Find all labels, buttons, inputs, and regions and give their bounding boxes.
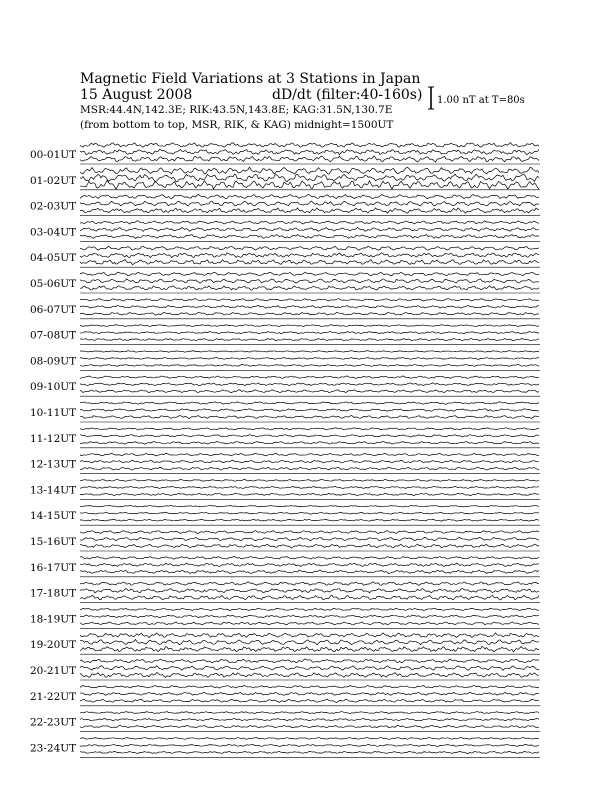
hour-row (30, 167, 540, 190)
hour-row (30, 351, 540, 371)
trace-kag (80, 402, 539, 404)
trace-kag (80, 453, 539, 455)
hour-row (30, 272, 540, 293)
hour-row (30, 142, 540, 164)
row-label: 12-13UT (30, 458, 77, 471)
chart-title: Magnetic Field Variations at 3 Stations in Japan (80, 71, 421, 87)
trace-kag (80, 272, 539, 275)
trace-kag (80, 531, 539, 534)
trace-kag (80, 299, 539, 301)
row-label: 09-10UT (30, 381, 77, 394)
row-label: 11-12UT (30, 432, 77, 445)
hour-row (30, 582, 540, 603)
trace-kag (80, 582, 539, 586)
trace-msr (80, 751, 539, 753)
trace-msr (80, 570, 539, 574)
trace-rik (80, 332, 539, 334)
trace-msr (80, 519, 539, 521)
station-coordinates: MSR:44.4N,142.3E; RIK:43.5N,143.8E; KAG:31.5N,130.7E (80, 104, 393, 116)
row-label: 10-11UT (30, 407, 77, 419)
hour-row (30, 556, 540, 576)
trace-msr (80, 181, 539, 190)
row-label: 02-03UT (30, 200, 77, 213)
hour-row (30, 659, 540, 680)
row-label: 06-07UT (30, 303, 77, 316)
trace-rik (80, 409, 539, 412)
row-label: 01-02UT (30, 174, 77, 187)
row-label: 05-06UT (30, 278, 77, 290)
stacking-note: (from bottom to top, MSR, RIK, & KAG) midnight=1500UT (80, 119, 394, 131)
trace-kag (80, 556, 539, 559)
row-label: 20-21UT (30, 665, 77, 677)
trace-rik (80, 253, 539, 258)
trace-msr (80, 493, 539, 495)
trace-msr (80, 208, 539, 213)
row-label: 22-23UT (30, 716, 77, 729)
row-label: 08-09UT (30, 355, 77, 368)
trace-rik (80, 486, 539, 488)
trace-msr (80, 673, 539, 678)
trace-rik (80, 305, 539, 308)
trace-rik (80, 537, 539, 540)
scale-bar-label: 1.00 nT at T=80s (437, 95, 525, 106)
row-label: 16-17UT (30, 561, 77, 574)
trace-msr (80, 416, 539, 419)
row-label: 00-01UT (30, 149, 77, 161)
row-label: 23-24UT (30, 742, 77, 755)
chart-date: 15 August 2008 (80, 87, 193, 103)
trace-kag (80, 608, 539, 610)
trace-rik (80, 639, 539, 644)
trace-kag (80, 221, 539, 224)
trace-kag (80, 479, 539, 481)
chart-quantity: dD/dt (filter:40-160s) (272, 87, 423, 103)
row-label: 04-05UT (30, 252, 77, 265)
trace-rik (80, 279, 539, 283)
trace-msr (80, 313, 539, 316)
trace-rik (80, 201, 539, 206)
trace-kag (80, 167, 539, 174)
hour-row (30, 428, 540, 448)
trace-kag (80, 428, 539, 430)
row-label: 14-15UT (30, 510, 77, 523)
trace-kag (80, 633, 539, 638)
hour-row (30, 325, 540, 345)
trace-msr (80, 544, 539, 548)
trace-rik (80, 744, 539, 746)
hour-row (30, 194, 540, 215)
trace-kag (80, 376, 539, 378)
trace-kag (80, 659, 539, 663)
hour-row (30, 633, 540, 654)
trace-msr (80, 699, 539, 702)
trace-rik (80, 563, 539, 566)
hour-row (30, 246, 540, 267)
row-label: 18-19UT (30, 613, 77, 626)
hour-row (30, 479, 540, 499)
trace-rik (80, 588, 539, 592)
trace-msr (80, 467, 539, 470)
hour-row (30, 531, 540, 551)
hour-row (30, 608, 540, 628)
trace-rik (80, 666, 539, 671)
trace-rik (80, 615, 539, 618)
trace-kag (80, 712, 539, 714)
trace-rik (80, 228, 539, 232)
trace-kag (80, 351, 539, 353)
row-label: 07-08UT (30, 329, 77, 342)
trace-rik (80, 460, 539, 463)
hour-row (30, 376, 540, 396)
trace-rik (80, 357, 539, 359)
trace-msr (80, 364, 539, 366)
trace-rik (80, 435, 539, 437)
hour-row (30, 221, 540, 242)
trace-rik (80, 718, 539, 721)
hour-rows (30, 142, 540, 757)
hour-row (30, 686, 540, 706)
trace-msr (80, 235, 539, 239)
trace-msr (80, 442, 539, 445)
row-label: 19-20UT (30, 639, 77, 652)
trace-kag (80, 737, 539, 739)
trace-msr (80, 725, 539, 728)
trace-rik (80, 383, 539, 386)
row-label: 17-18UT (30, 587, 77, 600)
hour-row (30, 505, 540, 525)
trace-kag (80, 246, 539, 250)
trace-msr (80, 646, 539, 652)
hour-row (30, 299, 540, 319)
trace-kag (80, 325, 539, 327)
hour-row (30, 453, 540, 473)
trace-rik (80, 692, 539, 695)
row-label: 15-16UT (30, 536, 77, 548)
trace-msr (80, 595, 539, 600)
trace-msr (80, 260, 539, 265)
trace-kag (80, 686, 539, 689)
trace-kag (80, 194, 539, 198)
trace-msr (80, 339, 539, 341)
trace-rik (80, 149, 539, 154)
hour-row (30, 737, 540, 757)
hour-row (30, 402, 540, 422)
trace-rik (80, 512, 539, 514)
trace-kag (80, 505, 539, 507)
trace-kag (80, 142, 539, 147)
row-label: 21-22UT (30, 690, 77, 703)
trace-msr (80, 390, 539, 393)
row-label: 03-04UT (30, 226, 77, 239)
trace-msr (80, 156, 539, 162)
trace-msr (80, 286, 539, 291)
row-label: 13-14UT (30, 484, 77, 497)
trace-msr (80, 622, 539, 625)
trace-rik (80, 174, 539, 182)
hour-row (30, 712, 540, 732)
